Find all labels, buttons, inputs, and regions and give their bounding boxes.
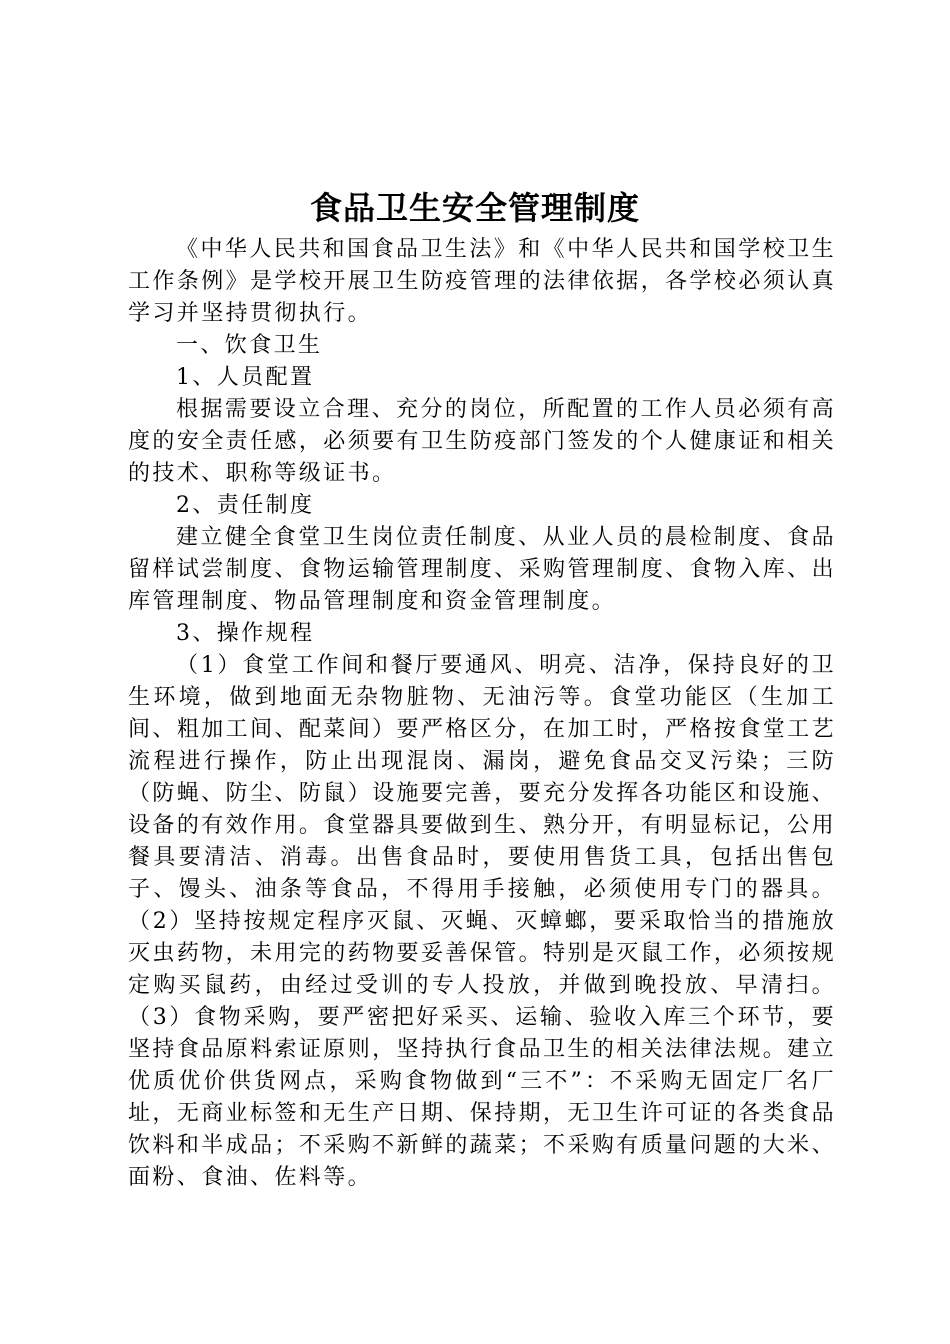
intro-paragraph: 《中华人民共和国食品卫生法》和《中华人民共和国学校卫生工作条例》是学校开展卫生防疫管理的法律依据，各学校必须认真学习并坚持贯彻执行。 bbox=[128, 237, 836, 326]
section-heading: 一、饮食卫生 bbox=[176, 333, 323, 358]
body-paragraph: 根据需要设立合理、充分的岗位，所配置的工作人员必须有高度的安全责任感，必须要有卫生防疫部门签发的个人健康证和相关的技术、职称等级证书。 bbox=[128, 397, 836, 486]
document-body bbox=[128, 234, 836, 1194]
document-title: 食品卫生安全管理制度 bbox=[309, 189, 640, 227]
subsection-heading: 3、操作规程 bbox=[176, 621, 315, 646]
subsection-heading: 2、责任制度 bbox=[176, 493, 315, 518]
body-paragraph: （1）食堂工作间和餐厅要通风、明亮、洁净，保持良好的卫生环境，做到地面无杂物脏物、无油污等。食堂功能区（生加工间、粗加工间、配菜间）要严格区分，在加工时，严格按食堂工艺流程进行操作，防止出现混岗、漏岗，避免食品交叉污染；三防（防蝇、防尘、防鼠）设施要完善，要充分发挥各功能区和设施、设备的有效作用。食堂器具要做到生、熟分开，有明显标记，公用餐具要清洁、消毒。出售食品时，要使用售货工具，包括出售包子、馒头、油条等食品，不得用手接触，必须使用专门的器具。（2）坚持按规定程序灭鼠、灭蝇、灭蟑螂，要采取恰当的措施放灭虫药物，未用完的药物要妥善保管。特别是灭鼠工作，必须按规定购买鼠药，由经过受训的专人投放，并做到晚投放、早清扫。（3）食物采购，要严密把好采买、运输、验收入库三个环节，要坚持食品原料索证原则，坚持执行食品卫生的相关法律法规。建立优质优价供货网点，采购食物做到“三不”：不采购无固定厂名厂址，无商业标签和无生产日期、保持期，无卫生许可证的各类食品饮料和半成品；不采购不新鲜的蔬菜；不采购有质量问题的大米、面粉、食油、佐料等。 bbox=[128, 653, 836, 1190]
body-paragraph: 建立健全食堂卫生岗位责任制度、从业人员的晨检制度、食品留样试尝制度、食物运输管理制度、采购管理制度、食物入库、出库管理制度、物品管理制度和资金管理制度。 bbox=[128, 525, 836, 614]
subsection-heading: 1、人员配置 bbox=[176, 365, 315, 390]
